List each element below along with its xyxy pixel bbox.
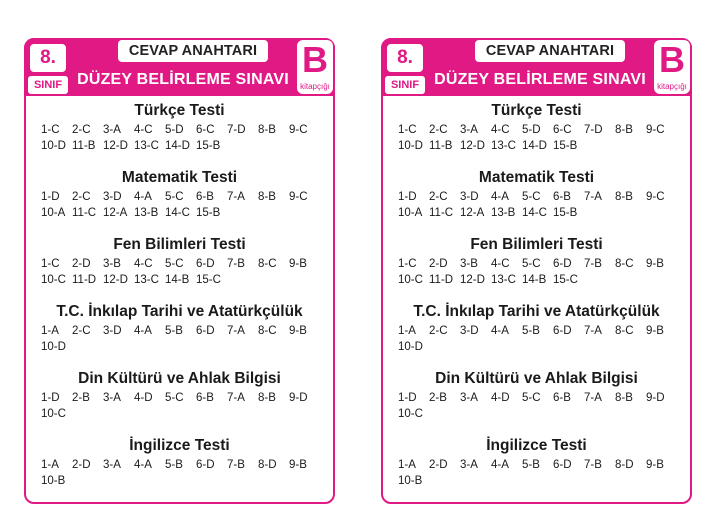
booklet-badge (654, 40, 690, 94)
answer-row (41, 205, 333, 221)
answer-item: 2-C (429, 325, 448, 337)
answer-item: 3-A (460, 392, 478, 404)
answer-item: 3-D (103, 191, 122, 203)
answer-item: 7-A (584, 191, 602, 203)
answer-row (398, 256, 690, 272)
answer-row (41, 323, 333, 339)
answer-item: 10-D (41, 140, 66, 152)
answer-list (383, 323, 690, 355)
grade-number: 8. (385, 42, 425, 74)
answer-item: 11-B (72, 140, 96, 152)
answer-item: 2-C (72, 124, 91, 136)
answer-item: 10-D (398, 341, 423, 353)
answer-item: 10-A (398, 207, 423, 219)
answer-row (41, 122, 333, 138)
answer-list (26, 122, 333, 154)
answer-item: 7-A (227, 191, 245, 203)
answer-item: 2-B (429, 392, 447, 404)
answer-item: 4-A (491, 459, 509, 471)
answer-item: 4-A (491, 191, 509, 203)
card-header (24, 38, 335, 96)
answer-row (41, 406, 333, 422)
answer-item: 7-B (227, 459, 245, 471)
answer-row (398, 473, 690, 489)
test-title: Fen Bilimleri Testi (470, 236, 603, 253)
answer-item: 2-C (72, 191, 91, 203)
answer-row (398, 406, 690, 422)
answer-item: 2-D (72, 459, 91, 471)
answer-item: 5-C (165, 191, 184, 203)
answer-item: 10-C (41, 274, 66, 286)
answer-item: 3-D (103, 325, 122, 337)
answer-item: 8-B (615, 392, 633, 404)
test-section (383, 368, 690, 435)
answer-item: 12-A (460, 207, 485, 219)
answer-item: 13-C (491, 140, 516, 152)
answer-item: 5-B (522, 325, 540, 337)
answer-item: 7-D (227, 124, 246, 136)
answer-item: 13-C (134, 140, 159, 152)
answer-item: 7-A (584, 392, 602, 404)
answer-item: 9-B (289, 325, 307, 337)
answer-item: 10-B (41, 475, 66, 487)
answer-item: 15-B (196, 207, 221, 219)
test-section (383, 435, 690, 502)
test-section (26, 100, 333, 167)
answer-item: 2-C (429, 124, 448, 136)
test-title: Fen Bilimleri Testi (113, 236, 246, 253)
answer-item: 1-C (398, 258, 417, 270)
card-header (381, 38, 692, 96)
answer-item: 7-A (227, 325, 245, 337)
answer-item: 15-B (553, 140, 578, 152)
answer-item: 10-C (41, 408, 66, 420)
answer-item: 4-A (134, 191, 152, 203)
booklet-label: kitapçığı (657, 82, 687, 91)
booklet-badge (297, 40, 333, 94)
answer-item: 13-C (134, 274, 159, 286)
answer-item: 10-A (41, 207, 66, 219)
answer-item: 6-D (196, 459, 215, 471)
test-section (383, 100, 690, 167)
answer-item: 12-D (460, 140, 485, 152)
answer-item: 14-D (522, 140, 547, 152)
answer-item: 1-D (41, 191, 60, 203)
answer-item: 6-B (196, 392, 214, 404)
answer-row (398, 122, 690, 138)
answer-item: 7-B (584, 258, 602, 270)
answer-item: 9-C (646, 124, 665, 136)
answer-item: 6-D (196, 258, 215, 270)
answer-item: 13-B (134, 207, 159, 219)
answer-item: 3-D (460, 325, 479, 337)
answer-list (26, 189, 333, 221)
answer-item: 10-C (398, 408, 423, 420)
answer-row (398, 205, 690, 221)
answer-item: 10-B (398, 475, 423, 487)
booklet-letter: B (659, 39, 685, 80)
answer-key-title: CEVAP ANAHTARI (118, 40, 268, 62)
answer-item: 7-D (584, 124, 603, 136)
answer-item: 8-C (258, 325, 277, 337)
answer-item: 2-D (429, 459, 448, 471)
answer-item: 6-B (553, 392, 571, 404)
answer-item: 5-C (522, 191, 541, 203)
answer-item: 4-C (491, 258, 510, 270)
test-section (26, 167, 333, 234)
answer-item: 6-B (553, 191, 571, 203)
answer-item: 5-B (165, 325, 183, 337)
answer-item: 6-D (196, 325, 215, 337)
answer-item: 2-B (72, 392, 90, 404)
answer-item: 6-C (553, 124, 572, 136)
answer-item: 11-B (429, 140, 453, 152)
answer-list (383, 256, 690, 288)
answer-item: 1-A (398, 459, 416, 471)
answer-item: 3-A (460, 459, 478, 471)
answer-item: 4-A (491, 325, 509, 337)
answer-item: 11-D (72, 274, 97, 286)
answer-row (41, 272, 333, 288)
answer-item: 1-D (41, 392, 60, 404)
answer-item: 4-C (134, 124, 153, 136)
answer-list (26, 390, 333, 422)
answer-item: 2-D (72, 258, 91, 270)
answer-item: 15-C (553, 274, 578, 286)
answer-item: 9-D (646, 392, 665, 404)
answer-item: 5-C (165, 258, 184, 270)
answer-key-card-left (24, 38, 335, 504)
answer-item: 4-D (134, 392, 153, 404)
answer-item: 3-D (460, 191, 479, 203)
answer-row (398, 457, 690, 473)
answer-item: 1-C (398, 124, 417, 136)
answer-row (398, 272, 690, 288)
grade-label: SINIF (28, 76, 68, 94)
test-title: Matematik Testi (478, 169, 595, 186)
answer-item: 3-B (103, 258, 121, 270)
answer-item: 6-D (553, 258, 572, 270)
answer-item: 8-B (615, 191, 633, 203)
card-body (26, 100, 333, 502)
answer-item: 4-A (134, 459, 152, 471)
exam-name: DÜZEY BELİRLEME SINAVI (77, 71, 289, 88)
answer-item: 14-C (165, 207, 190, 219)
test-section (26, 368, 333, 435)
test-section (383, 234, 690, 301)
booklet-label: kitapçığı (300, 82, 330, 91)
answer-row (41, 457, 333, 473)
test-section (26, 234, 333, 301)
answer-item: 5-D (522, 124, 541, 136)
answer-item: 3-B (460, 258, 478, 270)
answer-item: 8-C (615, 258, 634, 270)
answer-row (398, 323, 690, 339)
answer-item: 15-C (196, 274, 221, 286)
answer-item: 8-C (258, 258, 277, 270)
answer-item: 1-D (398, 191, 417, 203)
answer-item: 8-B (258, 124, 276, 136)
answer-item: 7-B (227, 258, 245, 270)
answer-item: 12-D (103, 274, 128, 286)
answer-item: 9-C (289, 191, 308, 203)
answer-item: 1-D (398, 392, 417, 404)
answer-item: 2-D (429, 258, 448, 270)
answer-row (398, 390, 690, 406)
answer-item: 1-C (41, 124, 60, 136)
answer-item: 9-B (646, 258, 664, 270)
answer-item: 13-B (491, 207, 516, 219)
answer-row (41, 138, 333, 154)
answer-item: 15-B (196, 140, 221, 152)
booklet-letter: B (302, 39, 328, 80)
test-title: Türkçe Testi (491, 102, 582, 119)
answer-item: 10-C (398, 274, 423, 286)
answer-item: 2-C (429, 191, 448, 203)
card-body (383, 100, 690, 502)
answer-list (26, 256, 333, 288)
answer-item: 9-C (289, 124, 308, 136)
answer-item: 10-D (41, 341, 66, 353)
answer-list (26, 323, 333, 355)
answer-item: 8-C (615, 325, 634, 337)
answer-item: 11-D (429, 274, 454, 286)
answer-item: 9-B (646, 459, 664, 471)
answer-item: 11-C (72, 207, 97, 219)
answer-item: 14-D (165, 140, 190, 152)
answer-list (26, 457, 333, 489)
answer-item: 4-C (134, 258, 153, 270)
test-title: İngilizce Testi (129, 437, 230, 454)
answer-item: 9-B (289, 459, 307, 471)
test-title: Din Kültürü ve Ahlak Bilgisi (78, 370, 281, 387)
test-title: T.C. İnkılap Tarihi ve Atatürkçülük (413, 303, 660, 320)
answer-item: 9-B (289, 258, 307, 270)
answer-row (41, 189, 333, 205)
answer-item: 4-D (491, 392, 510, 404)
answer-list (383, 189, 690, 221)
answer-item: 6-D (553, 325, 572, 337)
answer-item: 2-C (72, 325, 91, 337)
answer-item: 10-D (398, 140, 423, 152)
answer-item: 3-A (103, 392, 121, 404)
answer-row (398, 339, 690, 355)
answer-item: 14-B (165, 274, 190, 286)
test-section (383, 301, 690, 368)
answer-row (41, 256, 333, 272)
answer-item: 8-D (615, 459, 634, 471)
answer-row (398, 189, 690, 205)
answer-item: 12-A (103, 207, 128, 219)
test-title: Matematik Testi (121, 169, 238, 186)
test-section (26, 301, 333, 368)
answer-item: 8-B (258, 392, 276, 404)
answer-item: 6-D (553, 459, 572, 471)
test-title: Türkçe Testi (134, 102, 225, 119)
exam-name: DÜZEY BELİRLEME SINAVI (434, 71, 646, 88)
answer-item: 7-B (584, 459, 602, 471)
answer-item: 7-A (584, 325, 602, 337)
answer-item: 9-B (646, 325, 664, 337)
test-title: T.C. İnkılap Tarihi ve Atatürkçülük (56, 303, 303, 320)
answer-item: 5-B (165, 459, 183, 471)
answer-item: 14-B (522, 274, 547, 286)
answer-item: 11-C (429, 207, 454, 219)
answer-item: 3-A (103, 124, 121, 136)
answer-row (41, 390, 333, 406)
test-section (383, 167, 690, 234)
answer-item: 9-C (646, 191, 665, 203)
answer-key-card-right (381, 38, 692, 504)
answer-item: 7-A (227, 392, 245, 404)
answer-item: 12-D (103, 140, 128, 152)
answer-item: 6-C (196, 124, 215, 136)
answer-item: 4-A (134, 325, 152, 337)
answer-item: 1-A (41, 459, 59, 471)
answer-list (383, 457, 690, 489)
answer-item: 3-A (103, 459, 121, 471)
answer-row (398, 138, 690, 154)
answer-item: 1-A (41, 325, 59, 337)
answer-item: 12-D (460, 274, 485, 286)
answer-item: 5-D (165, 124, 184, 136)
test-title: Din Kültürü ve Ahlak Bilgisi (435, 370, 638, 387)
grade-number: 8. (28, 42, 68, 74)
test-title: İngilizce Testi (486, 437, 587, 454)
grade-label: SINIF (385, 76, 425, 94)
answer-item: 8-B (258, 191, 276, 203)
answer-item: 5-B (522, 459, 540, 471)
answer-item: 4-C (491, 124, 510, 136)
answer-row (41, 473, 333, 489)
answer-item: 13-C (491, 274, 516, 286)
answer-item: 9-D (289, 392, 308, 404)
answer-item: 5-C (522, 258, 541, 270)
answer-item: 1-C (41, 258, 60, 270)
answer-item: 5-C (522, 392, 541, 404)
answer-item: 8-D (258, 459, 277, 471)
answer-item: 15-B (553, 207, 578, 219)
answer-item: 14-C (522, 207, 547, 219)
answer-item: 5-C (165, 392, 184, 404)
answer-item: 1-A (398, 325, 416, 337)
answer-item: 8-B (615, 124, 633, 136)
test-section (26, 435, 333, 502)
answer-item: 3-A (460, 124, 478, 136)
answer-row (41, 339, 333, 355)
answer-item: 6-B (196, 191, 214, 203)
answer-key-title: CEVAP ANAHTARI (475, 40, 625, 62)
answer-list (383, 122, 690, 154)
answer-list (383, 390, 690, 422)
